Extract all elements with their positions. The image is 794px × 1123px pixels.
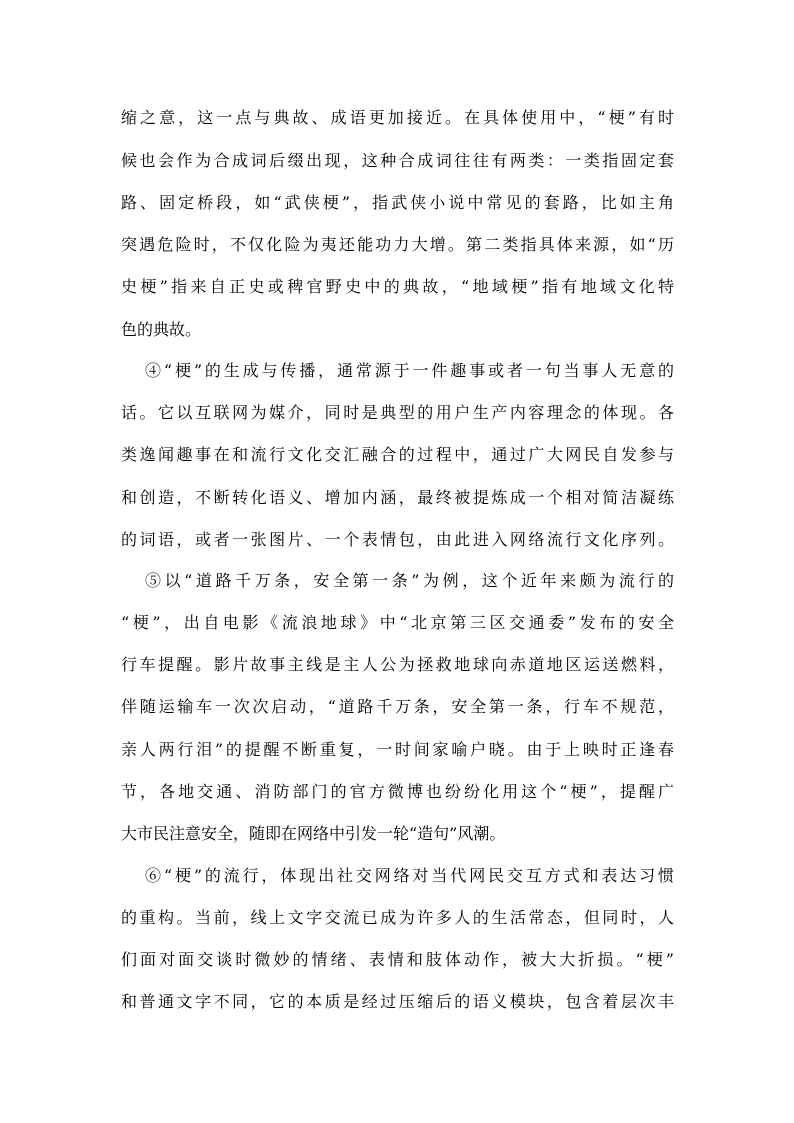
text-line: 史梗”指来自正史或稗官野史中的典故，“地域梗”指有地域文化特 [121,277,674,296]
text-line: 话。它以互联网为媒介，同时是典型的用户生产内容理念的体现。各 [121,403,674,422]
paragraph-4-first-line: ④“梗”的生成与传播，通常源于一件趣事或者一句当事人无意的 [145,361,674,380]
text-line: 和普通文字不同，它的本质是经过压缩后的语义模块，包含着层次丰 [121,992,674,1011]
text-line: 色的典故。 [121,320,202,339]
paragraph-6-first-line: ⑥“梗”的流行，体现出社交网络对当代网民交互方式和表达习惯 [145,866,674,885]
text-line: 的词语，或者一张图片、一个表情包，由此进入网络流行文化序列。 [121,530,674,549]
text-line: “梗”，出自电影《流浪地球》中“北京第三区交通委”发布的安全 [121,613,674,632]
text-line: 大市民注意安全，随即在网络中引发一轮“造句”风潮。 [121,824,506,843]
text-line: 路、固定桥段，如“武侠梗”，指武侠小说中常见的套路，比如主角 [121,193,674,212]
text-line: 和创造，不断转化语义、增加内涵，最终被提炼成一个相对简洁凝练 [121,488,674,507]
text-line: 们面对面交谈时微妙的情绪、表情和肢体动作，被大大折损。“梗” [121,950,674,969]
text-line: 候也会作为合成词后缀出现，这种合成词往往有两类：一类指固定套 [121,151,674,170]
text-line: 亲人两行泪”的提醒不断重复，一时间家喻户晓。由于上映时正逢春 [121,740,674,759]
paragraph-5-first-line: ⑤以“道路千万条，安全第一条”为例，这个近年来颇为流行的 [145,571,674,590]
text-line: 伴随运输车一次次启动，“道路千万条，安全第一条，行车不规范， [121,697,674,716]
text-line: 行车提醒。影片故事主线是主人公为拯救地球向赤道地区运送燃料， [121,655,674,674]
text-line: 的重构。当前，线上文字交流已成为许多人的生活常态，但同时，人 [121,908,674,927]
text-line: 缩之意，这一点与典故、成语更加接近。在具体使用中，“梗”有时 [121,108,674,127]
text-line: 节，各地交通、消防部门的官方微博也纷纷化用这个“梗”，提醒广 [121,782,674,801]
text-line: 突遇危险时，不仅化险为夷还能功力大增。第二类指具体来源，如“历 [121,235,674,254]
text-line: 类逸闻趣事在和流行文化交汇融合的过程中，通过广大网民自发参与 [121,445,674,464]
